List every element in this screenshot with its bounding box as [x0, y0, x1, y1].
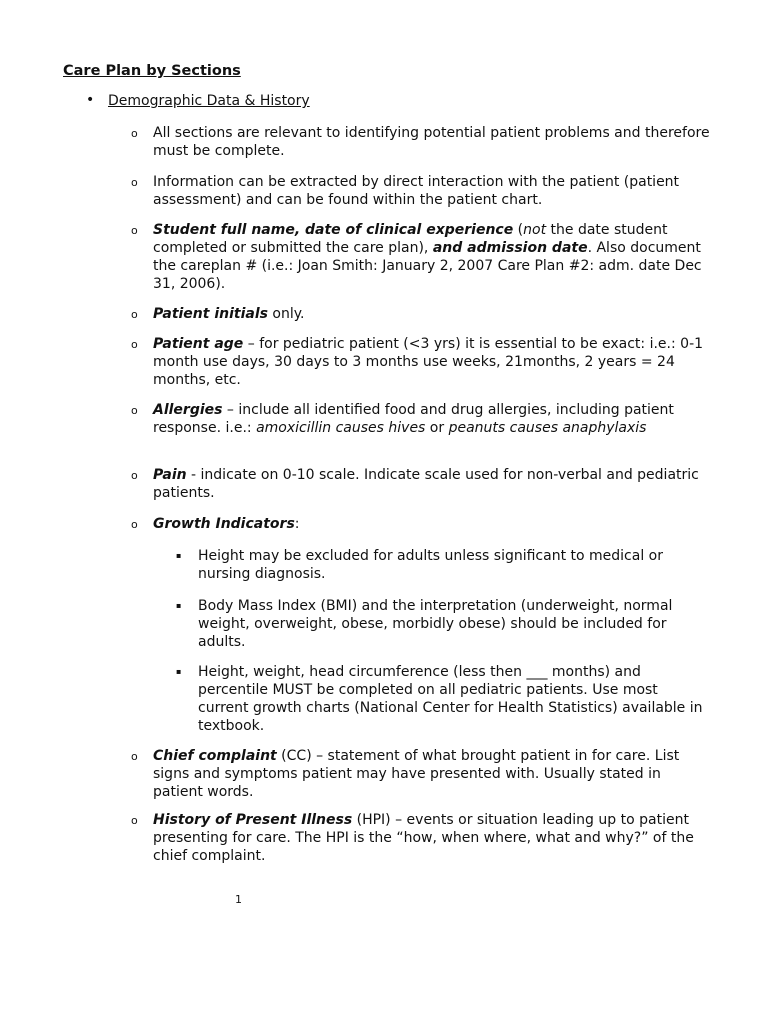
list-item [153, 221, 713, 293]
item-text: only. [267, 306, 305, 322]
item-bold-label: History of Present Illness [153, 812, 353, 828]
page-number: 1 [235, 893, 242, 906]
circle-bullet: o [131, 127, 138, 140]
item-text: Information can be extracted by direct interaction with the patient (patient assessment) and can be found within the patient chart. [153, 174, 680, 208]
list-item [153, 124, 713, 160]
sub-list-item: Body Mass Index (BMI) and the interpretation (underweight, normal weight, overweight, obese, morbidly obese) should be included for adults. [198, 598, 673, 650]
item-bold-label: and admission date [432, 240, 588, 256]
sub-list-item: Height, weight, head circumference (less then ___ months) and percentile MUST be completed on all pediatric patients. Use most current growth charts (National Center for Health Statistics) available in textbook. [198, 664, 703, 734]
item-bold-label: Patient initials [153, 306, 268, 322]
item-bold-label: Patient age [153, 336, 244, 352]
item-text: or [425, 420, 449, 436]
item-text: – for pediatric patient (<3 yrs) it is essential to be exact: i.e.: 0-1 month use days, 30 days to 3 months use weeks, 21months, 2 years = 24 months, etc. [153, 336, 704, 388]
square-bullet: ▪ [176, 601, 182, 610]
item-text: – include all identified food and drug allergies, including patient response. i.e.: [153, 402, 674, 436]
item-text: : [294, 516, 300, 532]
disc-bullet: • [86, 92, 95, 108]
square-bullet: ▪ [176, 551, 182, 560]
list-item [153, 747, 713, 801]
circle-bullet: o [131, 750, 138, 763]
item-text: All sections are relevant to identifying potential patient problems and therefore must be complete. [153, 125, 710, 159]
list-item [153, 173, 713, 209]
item-text: the date student completed or submitted the care plan), [153, 222, 668, 256]
list-item [153, 305, 713, 323]
list-item [153, 811, 713, 865]
list-item [153, 515, 713, 533]
item-text: (CC) – statement of what brought patient in for care. List signs and symptoms patient may have presented with. Usually stated in patient words. [153, 748, 680, 800]
item-text: - indicate on 0-10 scale. Indicate scale used for non-verbal and pediatric patients. [153, 467, 699, 501]
circle-bullet: o [131, 308, 138, 321]
item-bold-label: Student full name, date of clinical experience [153, 222, 514, 238]
item-italic-text: not [523, 222, 547, 238]
square-bullet: ▪ [176, 667, 182, 676]
section-heading: Demographic Data & History [108, 93, 310, 109]
circle-bullet: o [131, 224, 138, 237]
item-bold-label: Allergies [153, 402, 223, 418]
list-item [153, 401, 713, 437]
item-italic-text: amoxicillin causes hives [256, 420, 426, 436]
item-text: . Also document the careplan # (i.e.: Joan Smith: January 2, 2007 Care Plan #2: adm. date Dec 31, 2006). [153, 240, 702, 292]
circle-bullet: o [131, 176, 138, 189]
document-title: Care Plan by Sections [63, 63, 241, 79]
circle-bullet: o [131, 469, 138, 482]
list-item [153, 466, 713, 502]
item-bold-label: Growth Indicators [153, 516, 295, 532]
circle-bullet: o [131, 814, 138, 827]
item-bold-label: Pain [153, 467, 187, 483]
item-italic-text: peanuts causes anaphylaxis [448, 420, 647, 436]
circle-bullet: o [131, 518, 138, 531]
item-text: (HPI) – events or situation leading up to patient presenting for care. The HPI is the “how, when where, what and why?” of the chief complaint. [153, 812, 694, 864]
circle-bullet: o [131, 338, 138, 351]
circle-bullet: o [131, 404, 138, 417]
sub-list-item: Height may be excluded for adults unless significant to medical or nursing diagnosis. [198, 548, 663, 582]
item-bold-label: Chief complaint [153, 748, 277, 764]
item-text: ( [513, 222, 524, 238]
list-item [153, 335, 713, 389]
